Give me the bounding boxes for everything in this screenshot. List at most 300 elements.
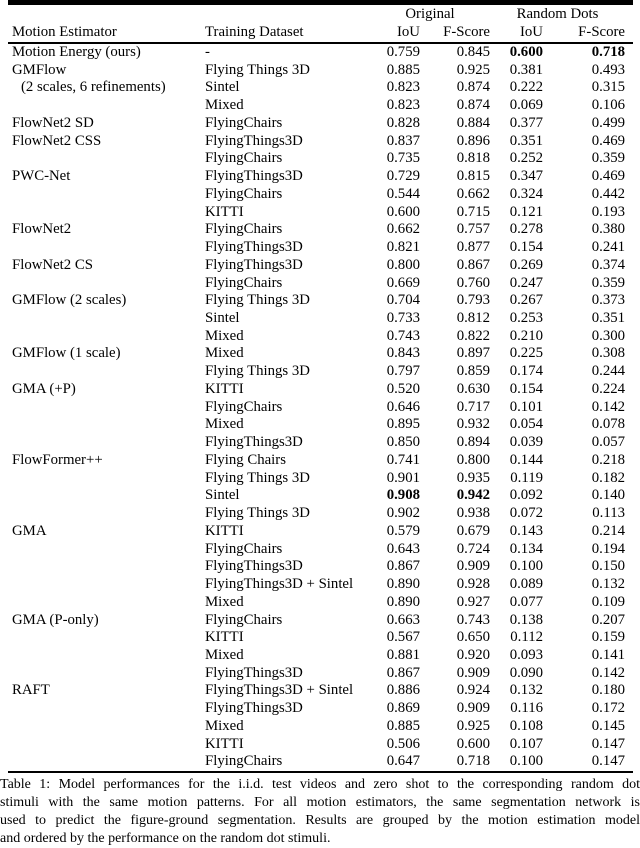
caption-line: stimuli with the same motion patterns. For all motion estimators, the same segmentation network is bbox=[0, 794, 640, 810]
table-row bbox=[8, 753, 633, 772]
cell-motion-estimator bbox=[8, 275, 205, 293]
table-row bbox=[8, 416, 633, 434]
table-row bbox=[8, 629, 633, 647]
cell-original-iou: 0.544 bbox=[386, 185, 420, 202]
cell-original-iou: 0.837 bbox=[386, 132, 420, 149]
cell-randomdots-fscore: 0.147 bbox=[591, 735, 626, 752]
cell-original-iou: 0.885 bbox=[386, 717, 420, 734]
cell-randomdots-fscore: 0.241 bbox=[591, 239, 626, 256]
cell-original-iou: 0.867 bbox=[386, 664, 420, 681]
table-row bbox=[8, 363, 633, 381]
cell-original-iou: 0.843 bbox=[386, 345, 420, 362]
cell-original-iou: 0.881 bbox=[386, 646, 420, 663]
cell-randomdots-iou: 0.138 bbox=[509, 611, 543, 628]
cell-motion-estimator bbox=[8, 558, 205, 576]
cell-motion-estimator bbox=[8, 434, 205, 452]
column-header-randomdots-fscore: F-Score bbox=[543, 23, 633, 43]
cell-training-dataset: FlyingThings3D + Sintel bbox=[205, 682, 354, 699]
cell-original-fscore: 0.650 bbox=[456, 629, 490, 646]
cell-original-iou: 0.643 bbox=[386, 540, 420, 557]
cell-original-iou: 0.735 bbox=[386, 150, 420, 167]
cell-training-dataset: - bbox=[205, 44, 210, 60]
cell-training-dataset: Mixed bbox=[205, 327, 244, 344]
cell-randomdots-iou: 0.600 bbox=[509, 44, 543, 60]
cell-original-iou: 0.908 bbox=[386, 487, 420, 504]
cell-original-fscore: 0.896 bbox=[456, 132, 490, 149]
table-caption bbox=[0, 776, 640, 848]
cell-motion-estimator: PWC-Net bbox=[12, 168, 71, 185]
cell-randomdots-iou: 0.092 bbox=[509, 487, 543, 504]
cell-original-fscore: 0.927 bbox=[456, 593, 490, 610]
table-row bbox=[8, 115, 633, 133]
cell-randomdots-iou: 0.278 bbox=[509, 221, 543, 238]
cell-training-dataset: Mixed bbox=[205, 416, 244, 433]
cell-randomdots-fscore: 0.300 bbox=[591, 327, 626, 344]
cell-original-iou: 0.823 bbox=[386, 97, 420, 114]
table-row bbox=[8, 718, 633, 736]
cell-randomdots-fscore: 0.141 bbox=[591, 646, 626, 663]
cell-randomdots-iou: 0.252 bbox=[509, 150, 543, 167]
column-header-training-dataset: Training Dataset bbox=[205, 23, 370, 43]
cell-randomdots-fscore: 0.113 bbox=[592, 505, 626, 522]
cell-original-iou: 0.797 bbox=[386, 363, 420, 380]
cell-original-iou: 0.867 bbox=[386, 558, 420, 575]
table-row bbox=[8, 204, 633, 222]
cell-original-fscore: 0.718 bbox=[420, 753, 490, 772]
cell-original-fscore: 0.812 bbox=[456, 310, 490, 327]
cell-randomdots-iou: 0.116 bbox=[510, 700, 543, 717]
table-row bbox=[8, 470, 633, 488]
table-row bbox=[8, 328, 633, 346]
cell-original-fscore: 0.935 bbox=[456, 469, 490, 486]
cell-randomdots-fscore: 0.224 bbox=[591, 380, 626, 397]
cell-motion-estimator: GMA (+P) bbox=[12, 380, 76, 397]
cell-original-fscore: 0.679 bbox=[456, 522, 490, 539]
cell-randomdots-iou: 0.154 bbox=[509, 239, 543, 256]
cell-randomdots-iou: 0.143 bbox=[509, 522, 543, 539]
cell-training-dataset: Sintel bbox=[205, 487, 240, 504]
cell-randomdots-iou: 0.154 bbox=[509, 380, 543, 397]
table-row bbox=[8, 62, 633, 80]
cell-original-fscore: 0.874 bbox=[456, 79, 490, 96]
cell-motion-estimator: FlowNet2 SD bbox=[12, 114, 94, 131]
group-header-random-dots: Random Dots bbox=[516, 6, 599, 22]
cell-randomdots-iou: 0.253 bbox=[509, 310, 543, 327]
cell-randomdots-fscore: 0.315 bbox=[591, 79, 626, 96]
cell-original-iou: 0.869 bbox=[386, 700, 420, 717]
table-row bbox=[8, 239, 633, 257]
cell-original-iou: 0.886 bbox=[386, 682, 420, 699]
cell-original-iou: 0.895 bbox=[386, 416, 420, 433]
table-row bbox=[8, 97, 633, 115]
cell-training-dataset: KITTI bbox=[205, 380, 244, 397]
cell-original-fscore: 0.938 bbox=[456, 505, 490, 522]
cell-training-dataset: FlyingChairs bbox=[205, 753, 370, 772]
table-row bbox=[8, 523, 633, 541]
cell-randomdots-fscore: 0.308 bbox=[591, 345, 626, 362]
cell-original-fscore: 0.859 bbox=[456, 363, 490, 380]
cell-motion-estimator bbox=[8, 97, 205, 115]
cell-motion-estimator bbox=[8, 718, 205, 736]
cell-original-fscore: 0.815 bbox=[456, 168, 490, 185]
cell-training-dataset: FlyingThings3D bbox=[205, 558, 303, 575]
cell-randomdots-fscore: 0.469 bbox=[591, 132, 626, 149]
cell-original-fscore: 0.909 bbox=[456, 664, 490, 681]
column-header-row bbox=[8, 23, 633, 43]
table-row bbox=[8, 452, 633, 470]
cell-motion-estimator bbox=[8, 310, 205, 328]
cell-original-fscore: 0.630 bbox=[456, 380, 490, 397]
cell-randomdots-iou: 0.090 bbox=[509, 664, 543, 681]
cell-randomdots-fscore: 0.351 bbox=[591, 310, 626, 327]
cell-randomdots-fscore: 0.180 bbox=[591, 682, 626, 699]
column-header-original-iou: IoU bbox=[370, 23, 420, 43]
cell-training-dataset: KITTI bbox=[205, 203, 244, 220]
cell-training-dataset: Flying Things 3D bbox=[205, 363, 310, 380]
group-header-original: Original bbox=[405, 6, 455, 22]
cell-training-dataset: FlyingThings3D bbox=[205, 434, 303, 451]
cell-randomdots-iou: 0.377 bbox=[509, 114, 543, 131]
cell-original-fscore: 0.760 bbox=[456, 274, 490, 291]
cell-training-dataset: KITTI bbox=[205, 629, 244, 646]
cell-original-iou: 0.646 bbox=[386, 398, 420, 415]
cell-original-fscore: 0.894 bbox=[456, 434, 490, 451]
cell-original-fscore: 0.884 bbox=[456, 114, 490, 131]
cell-randomdots-fscore: 0.359 bbox=[591, 274, 626, 291]
cell-original-fscore: 0.757 bbox=[456, 221, 490, 238]
cell-training-dataset: FlyingChairs bbox=[205, 540, 283, 557]
cell-motion-estimator bbox=[8, 736, 205, 754]
cell-motion-estimator bbox=[8, 647, 205, 665]
cell-randomdots-fscore: 0.442 bbox=[591, 185, 626, 202]
cell-training-dataset: Mixed bbox=[205, 717, 244, 734]
cell-randomdots-iou: 0.381 bbox=[509, 61, 543, 78]
table-row bbox=[8, 310, 633, 328]
cell-motion-estimator: Motion Energy (ours) bbox=[12, 44, 141, 60]
cell-randomdots-fscore: 0.499 bbox=[591, 114, 626, 131]
cell-original-fscore: 0.897 bbox=[456, 345, 490, 362]
cell-original-iou: 0.741 bbox=[386, 451, 420, 468]
cell-randomdots-iou: 0.324 bbox=[509, 185, 543, 202]
cell-randomdots-fscore: 0.194 bbox=[591, 540, 626, 557]
cell-randomdots-fscore: 0.718 bbox=[591, 44, 626, 60]
cell-randomdots-iou: 0.039 bbox=[509, 434, 543, 451]
cell-randomdots-fscore: 0.374 bbox=[591, 256, 626, 273]
table-row bbox=[8, 700, 633, 718]
cell-randomdots-fscore: 0.142 bbox=[591, 398, 626, 415]
cell-motion-estimator bbox=[8, 629, 205, 647]
column-header-motion-estimator: Motion Estimator bbox=[8, 23, 205, 43]
cell-motion-estimator: GMFlow bbox=[12, 61, 67, 78]
results-table-body bbox=[8, 43, 633, 772]
cell-original-fscore: 0.818 bbox=[456, 150, 490, 167]
table-row bbox=[8, 150, 633, 168]
cell-motion-estimator: FlowNet2 bbox=[12, 221, 72, 238]
cell-training-dataset: FlyingChairs bbox=[205, 398, 283, 415]
cell-training-dataset: FlyingThings3D + Sintel bbox=[205, 576, 354, 593]
cell-original-fscore: 0.932 bbox=[456, 416, 490, 433]
cell-motion-estimator: GMA (P-only) bbox=[12, 611, 99, 628]
cell-training-dataset: Flying Things 3D bbox=[205, 469, 310, 486]
cell-original-fscore: 0.724 bbox=[456, 540, 490, 557]
cell-original-fscore: 0.909 bbox=[456, 558, 490, 575]
cell-training-dataset: FlyingChairs bbox=[205, 611, 283, 628]
cell-randomdots-fscore: 0.207 bbox=[591, 611, 626, 628]
column-header-randomdots-iou: IoU bbox=[490, 23, 543, 43]
cell-motion-estimator bbox=[8, 363, 205, 381]
cell-original-fscore: 0.822 bbox=[456, 327, 490, 344]
cell-randomdots-fscore: 0.132 bbox=[591, 576, 626, 593]
cell-original-fscore: 0.845 bbox=[456, 44, 490, 60]
cell-motion-estimator: GMA bbox=[12, 522, 47, 539]
cell-original-fscore: 0.909 bbox=[456, 700, 490, 717]
cell-original-fscore: 0.925 bbox=[456, 61, 490, 78]
cell-original-iou: 0.567 bbox=[386, 629, 420, 646]
cell-original-iou: 0.662 bbox=[386, 221, 420, 238]
cell-training-dataset: FlyingThings3D bbox=[205, 256, 303, 273]
cell-randomdots-iou: 0.269 bbox=[509, 256, 543, 273]
table-row bbox=[8, 647, 633, 665]
cell-motion-estimator: GMFlow (1 scale) bbox=[12, 345, 121, 362]
cell-motion-estimator: FlowNet2 CSS bbox=[12, 132, 102, 149]
cell-randomdots-iou: 0.134 bbox=[509, 540, 543, 557]
cell-original-iou: 0.579 bbox=[386, 522, 420, 539]
cell-randomdots-iou: 0.119 bbox=[510, 469, 543, 486]
cell-original-fscore: 0.928 bbox=[456, 576, 490, 593]
cell-training-dataset: FlyingThings3D bbox=[205, 239, 303, 256]
cell-randomdots-iou: 0.121 bbox=[509, 203, 543, 220]
cell-motion-estimator bbox=[8, 328, 205, 346]
cell-randomdots-iou: 0.144 bbox=[509, 451, 543, 468]
cell-randomdots-fscore: 0.193 bbox=[591, 203, 626, 220]
cell-original-fscore: 0.924 bbox=[456, 682, 490, 699]
group-header-spacer bbox=[8, 5, 370, 23]
cell-original-iou: 0.759 bbox=[386, 44, 420, 60]
cell-original-iou: 0.729 bbox=[386, 168, 420, 185]
cell-randomdots-iou: 0.347 bbox=[509, 168, 543, 185]
cell-training-dataset: Sintel bbox=[205, 79, 240, 96]
table-row bbox=[8, 434, 633, 452]
cell-original-iou: 0.890 bbox=[386, 593, 420, 610]
table-row bbox=[8, 682, 633, 700]
cell-original-iou: 0.733 bbox=[386, 310, 420, 327]
cell-randomdots-fscore: 0.172 bbox=[591, 700, 626, 717]
cell-original-iou: 0.800 bbox=[386, 256, 420, 273]
cell-original-iou: 0.663 bbox=[386, 611, 420, 628]
table-row bbox=[8, 381, 633, 399]
table-top-rule bbox=[8, 0, 633, 5]
results-table-header bbox=[8, 5, 633, 43]
caption-line: used to predict the figure-ground segmentation. Results are grouped by the motion estimation model bbox=[0, 812, 640, 828]
cell-training-dataset: Flying Things 3D bbox=[205, 61, 310, 78]
cell-motion-estimator bbox=[8, 416, 205, 434]
cell-randomdots-fscore: 0.373 bbox=[591, 292, 626, 309]
cell-original-iou: 0.828 bbox=[386, 114, 420, 131]
cell-original-iou: 0.850 bbox=[386, 434, 420, 451]
cell-training-dataset: FlyingChairs bbox=[205, 185, 283, 202]
cell-randomdots-fscore: 0.142 bbox=[591, 664, 626, 681]
cell-motion-estimator bbox=[8, 541, 205, 559]
cell-randomdots-iou: 0.072 bbox=[509, 505, 543, 522]
cell-original-fscore: 0.874 bbox=[456, 97, 490, 114]
table-row bbox=[8, 275, 633, 293]
table-row bbox=[8, 594, 633, 612]
cell-randomdots-iou: 0.247 bbox=[509, 274, 543, 291]
table-row bbox=[8, 186, 633, 204]
cell-motion-estimator bbox=[8, 576, 205, 594]
cell-original-iou: 0.885 bbox=[386, 61, 420, 78]
cell-training-dataset: Mixed bbox=[205, 345, 244, 362]
table-row bbox=[8, 292, 633, 310]
table-row bbox=[8, 665, 633, 683]
cell-training-dataset: Flying Things 3D bbox=[205, 505, 310, 522]
cell-original-fscore: 0.925 bbox=[456, 717, 490, 734]
table-row bbox=[8, 79, 633, 97]
cell-original-fscore: 0.942 bbox=[456, 487, 490, 504]
cell-randomdots-iou: 0.210 bbox=[509, 327, 543, 344]
cell-randomdots-fscore: 0.159 bbox=[591, 629, 626, 646]
cell-motion-estimator bbox=[8, 239, 205, 257]
cell-training-dataset: FlyingThings3D bbox=[205, 132, 303, 149]
cell-original-iou: 0.743 bbox=[386, 327, 420, 344]
cell-randomdots-fscore: 0.244 bbox=[591, 363, 626, 380]
cell-original-fscore: 0.743 bbox=[456, 611, 490, 628]
cell-training-dataset: FlyingChairs bbox=[205, 114, 283, 131]
cell-original-fscore: 0.877 bbox=[456, 239, 490, 256]
cell-randomdots-iou: 0.225 bbox=[509, 345, 543, 362]
cell-motion-estimator: GMFlow (2 scales) bbox=[12, 292, 127, 309]
cell-motion-estimator bbox=[8, 594, 205, 612]
table-row bbox=[8, 133, 633, 151]
cell-randomdots-fscore: 0.182 bbox=[591, 469, 626, 486]
cell-randomdots-iou: 0.174 bbox=[509, 363, 543, 380]
cell-training-dataset: Sintel bbox=[205, 310, 240, 327]
cell-motion-estimator bbox=[8, 665, 205, 683]
cell-randomdots-fscore: 0.109 bbox=[591, 593, 626, 610]
column-header-original-fscore: F-Score bbox=[420, 23, 490, 43]
cell-motion-estimator bbox=[8, 204, 205, 222]
cell-original-iou: 0.902 bbox=[386, 505, 420, 522]
cell-randomdots-iou: 0.108 bbox=[509, 717, 543, 734]
cell-randomdots-fscore: 0.147 bbox=[543, 753, 633, 772]
cell-original-fscore: 0.715 bbox=[456, 203, 490, 220]
cell-original-iou: 0.647 bbox=[370, 753, 420, 772]
cell-randomdots-iou: 0.132 bbox=[509, 682, 543, 699]
cell-motion-estimator bbox=[8, 505, 205, 523]
table-row bbox=[8, 505, 633, 523]
cell-original-iou: 0.704 bbox=[386, 292, 420, 309]
cell-randomdots-iou: 0.054 bbox=[509, 416, 543, 433]
cell-randomdots-fscore: 0.140 bbox=[591, 487, 626, 504]
cell-training-dataset: KITTI bbox=[205, 522, 244, 539]
cell-randomdots-iou: 0.077 bbox=[509, 593, 543, 610]
cell-randomdots-fscore: 0.078 bbox=[591, 416, 626, 433]
table-row bbox=[8, 221, 633, 239]
table-row bbox=[8, 558, 633, 576]
cell-randomdots-iou: 0.112 bbox=[510, 629, 543, 646]
cell-motion-estimator: FlowNet2 CS bbox=[12, 256, 93, 273]
cell-randomdots-iou: 0.100 bbox=[490, 753, 543, 772]
cell-randomdots-iou: 0.093 bbox=[509, 646, 543, 663]
table-row bbox=[8, 168, 633, 186]
cell-training-dataset: Mixed bbox=[205, 593, 244, 610]
cell-motion-estimator bbox=[8, 186, 205, 204]
cell-training-dataset: Flying Chairs bbox=[205, 451, 286, 468]
cell-original-iou: 0.821 bbox=[386, 239, 420, 256]
cell-original-iou: 0.890 bbox=[386, 576, 420, 593]
cell-randomdots-fscore: 0.214 bbox=[591, 522, 626, 539]
cell-randomdots-fscore: 0.493 bbox=[591, 61, 626, 78]
cell-original-fscore: 0.920 bbox=[456, 646, 490, 663]
table-row bbox=[8, 399, 633, 417]
cell-training-dataset: FlyingChairs bbox=[205, 274, 283, 291]
cell-randomdots-iou: 0.351 bbox=[509, 132, 543, 149]
cell-randomdots-iou: 0.089 bbox=[509, 576, 543, 593]
cell-training-dataset: FlyingChairs bbox=[205, 221, 283, 238]
cell-training-dataset: FlyingThings3D bbox=[205, 168, 303, 185]
cell-randomdots-iou: 0.107 bbox=[509, 735, 543, 752]
cell-original-iou: 0.669 bbox=[386, 274, 420, 291]
table-row bbox=[8, 612, 633, 630]
cell-original-fscore: 0.793 bbox=[456, 292, 490, 309]
cell-randomdots-iou: 0.069 bbox=[509, 97, 543, 114]
cell-original-fscore: 0.867 bbox=[456, 256, 490, 273]
cell-original-fscore: 0.717 bbox=[456, 398, 490, 415]
cell-training-dataset: FlyingChairs bbox=[205, 150, 283, 167]
cell-training-dataset: Mixed bbox=[205, 97, 244, 114]
cell-motion-estimator bbox=[8, 487, 205, 505]
cell-training-dataset: Flying Things 3D bbox=[205, 292, 310, 309]
cell-randomdots-fscore: 0.150 bbox=[591, 558, 626, 575]
table-row bbox=[8, 541, 633, 559]
cell-randomdots-fscore: 0.469 bbox=[591, 168, 626, 185]
cell-motion-estimator bbox=[8, 700, 205, 718]
cell-original-iou: 0.901 bbox=[386, 469, 420, 486]
cell-original-iou: 0.506 bbox=[386, 735, 420, 752]
cell-randomdots-iou: 0.267 bbox=[509, 292, 543, 309]
cell-original-iou: 0.600 bbox=[386, 203, 420, 220]
cell-motion-estimator: RAFT bbox=[12, 682, 50, 699]
caption-line: Table 1: Model performances for the i.i.d. test videos and zero shot to the corresponding random dot bbox=[0, 777, 640, 792]
cell-motion-estimator bbox=[8, 753, 205, 772]
cell-randomdots-iou: 0.101 bbox=[509, 398, 543, 415]
cell-randomdots-fscore: 0.359 bbox=[591, 150, 626, 167]
cell-randomdots-fscore: 0.106 bbox=[591, 97, 626, 114]
cell-motion-estimator: FlowFormer++ bbox=[12, 451, 103, 468]
results-table bbox=[8, 5, 633, 773]
cell-training-dataset: FlyingThings3D bbox=[205, 700, 303, 717]
cell-training-dataset: FlyingThings3D bbox=[205, 664, 303, 681]
cell-original-iou: 0.520 bbox=[386, 380, 420, 397]
table-row bbox=[8, 345, 633, 363]
cell-randomdots-iou: 0.222 bbox=[509, 79, 543, 96]
cell-motion-estimator: (2 scales, 6 refinements) bbox=[21, 79, 166, 96]
group-header-row bbox=[8, 5, 633, 23]
cell-training-dataset: Mixed bbox=[205, 646, 244, 663]
cell-original-fscore: 0.800 bbox=[456, 451, 490, 468]
cell-original-fscore: 0.600 bbox=[456, 735, 490, 752]
cell-randomdots-fscore: 0.145 bbox=[591, 717, 626, 734]
table-row bbox=[8, 43, 633, 62]
cell-motion-estimator bbox=[8, 399, 205, 417]
cell-randomdots-fscore: 0.057 bbox=[591, 434, 626, 451]
cell-randomdots-fscore: 0.380 bbox=[591, 221, 626, 238]
cell-original-iou: 0.823 bbox=[386, 79, 420, 96]
table-row bbox=[8, 576, 633, 594]
cell-randomdots-fscore: 0.218 bbox=[591, 451, 626, 468]
table-row bbox=[8, 257, 633, 275]
cell-original-fscore: 0.662 bbox=[456, 185, 490, 202]
